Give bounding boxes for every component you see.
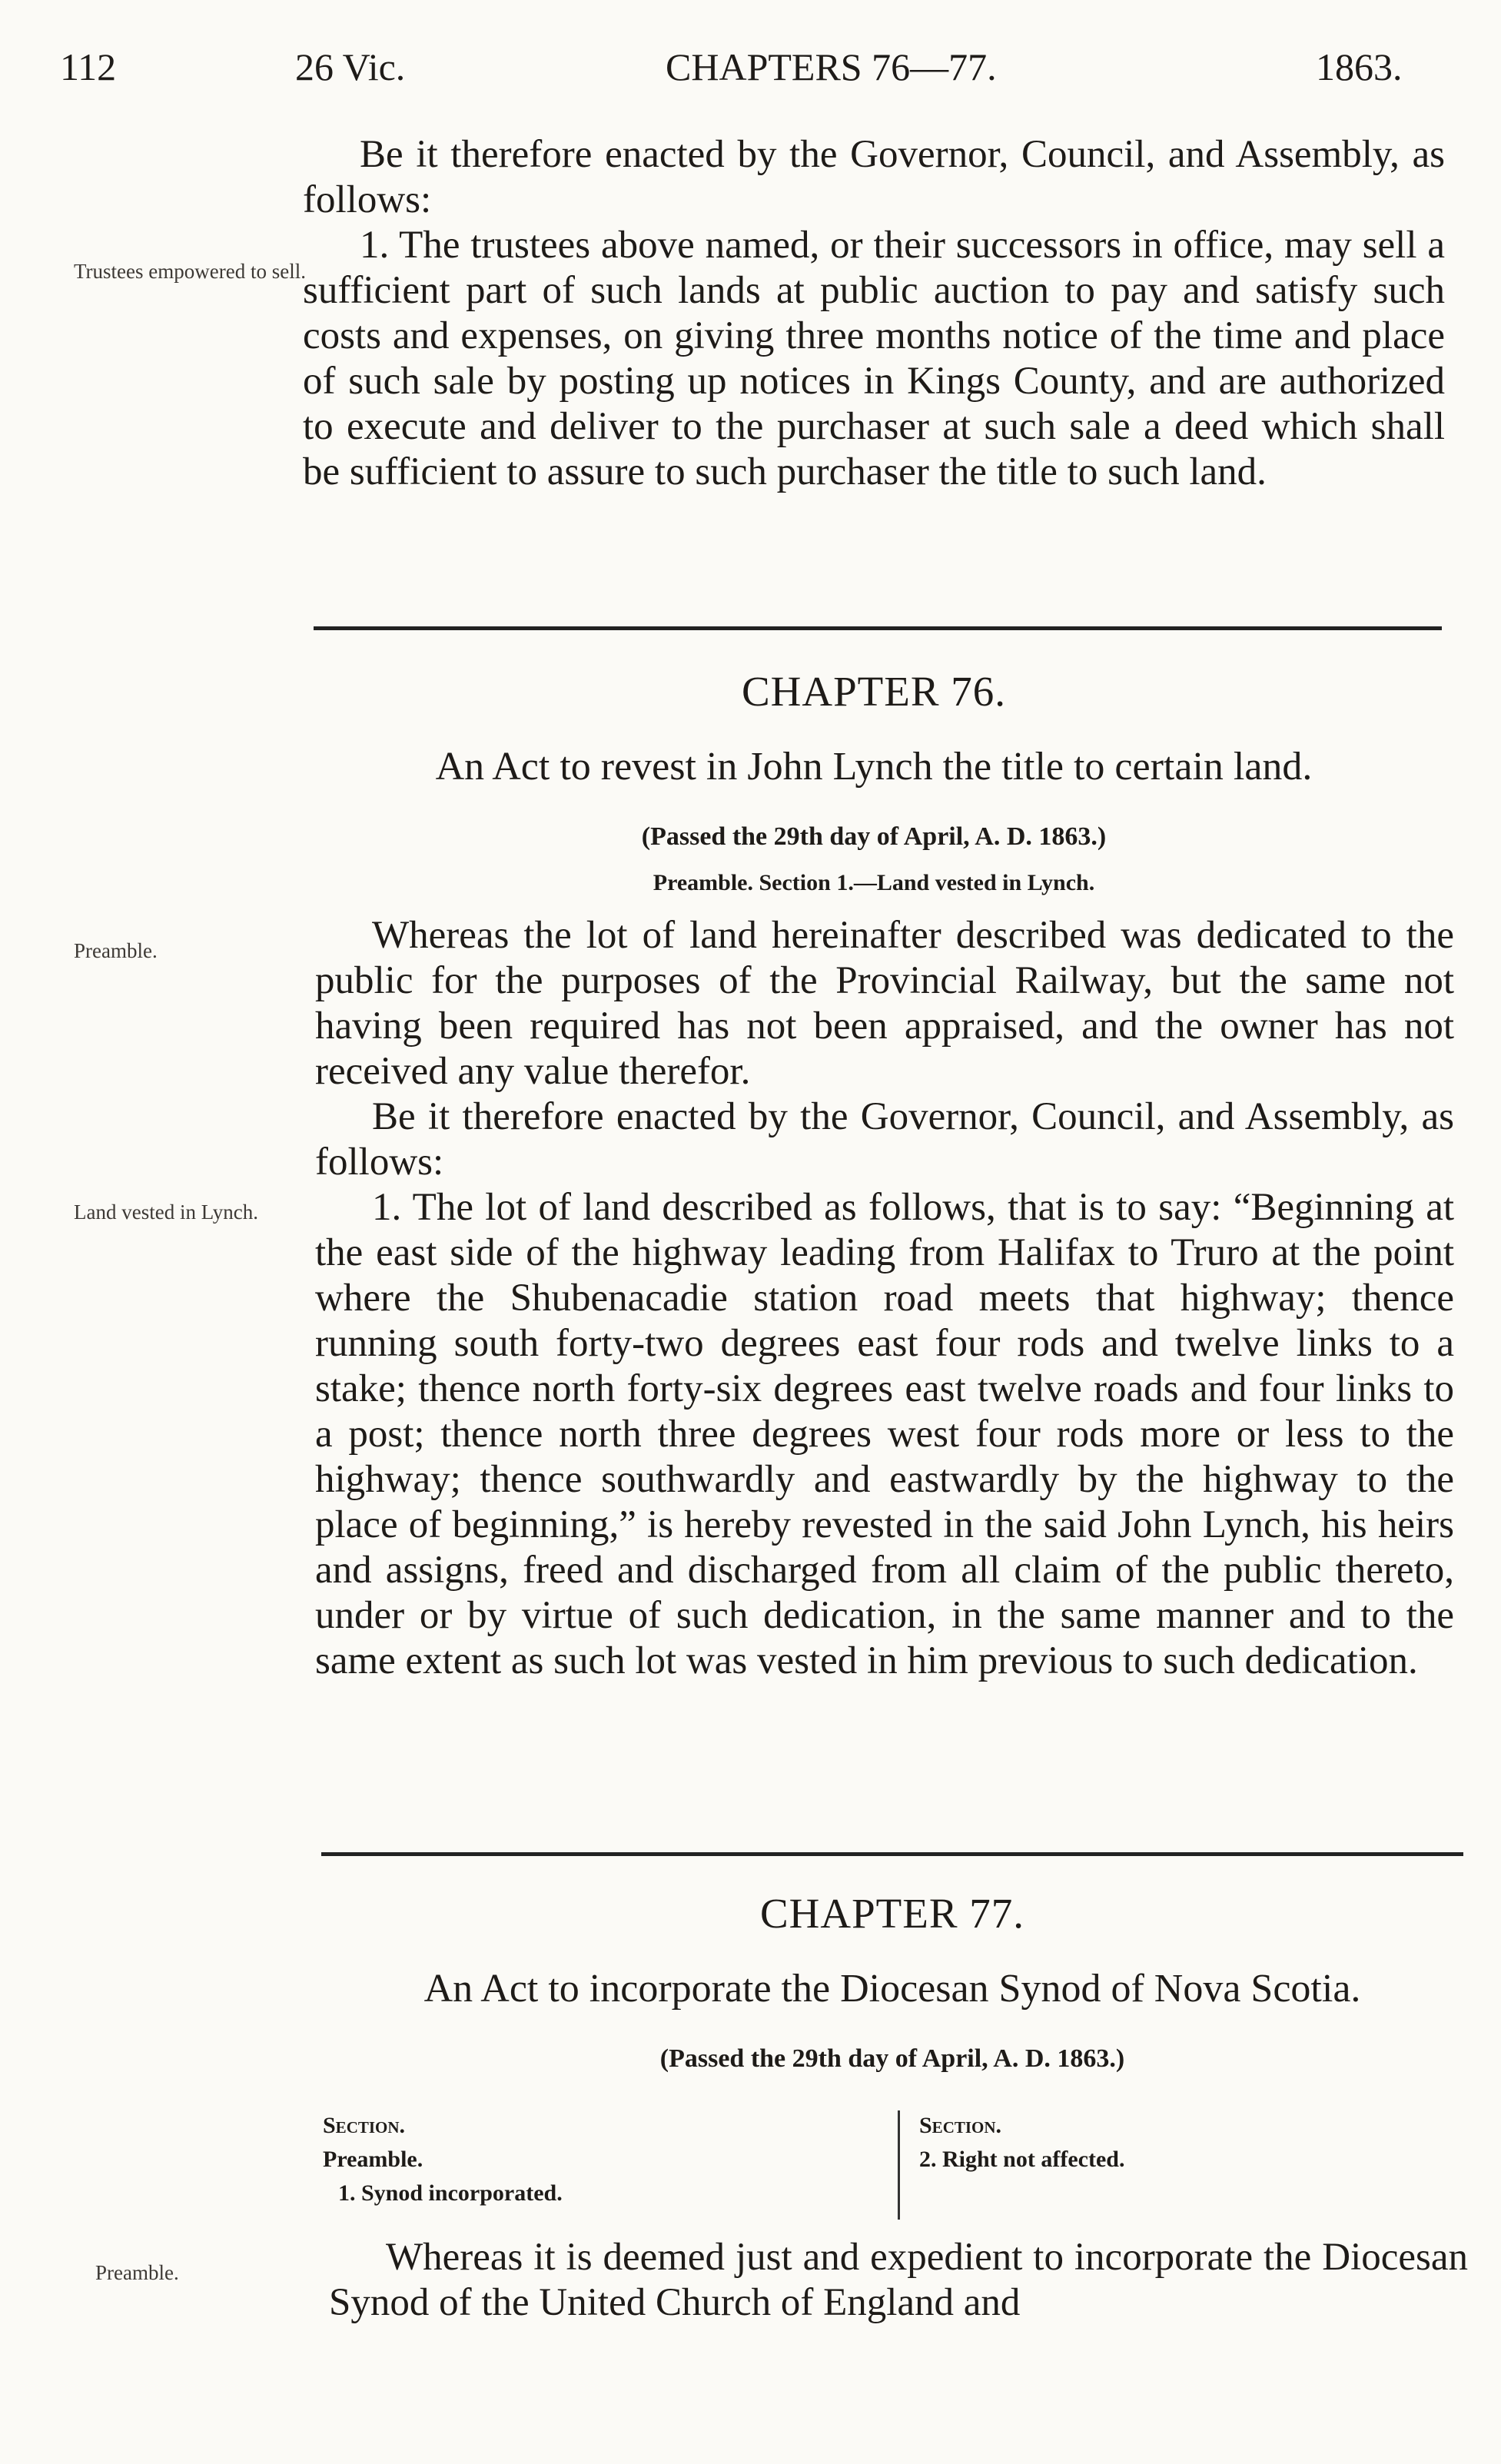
margin-note-preamble-76: Preamble.: [74, 939, 158, 962]
section-1-trustees: 1. The trustees above named, or their successors in office, may sell a sufficient part of such lands at public auction to pay and satisfy such costs and expenses, on giving three months notice of the time and place of such sale by posting up notices in Kings County, and are authorized to execute and deliver to the purchaser at such sale a deed which shall be sufficient to assure to such purchaser the title to such land.: [303, 224, 1445, 493]
chapter-76-preamble: Whereas the lot of land hereinafter described was dedicated to the public for the purposes of the Provincial Railway, but the same not having been required has not been appraised, and the owner has not received any value therefor.: [315, 914, 1454, 1093]
chapter-divider: [314, 626, 1442, 630]
chapter-76-section-1: 1. The lot of land described as follows, that is to say: “Beginning at the east side of the highway leading from Halifax to Truro at the point where the Shubenacadie station road meets that highway; thence running south forty-two degrees east four rods and twelve links to a stake; thence north forty-six degrees east twelve roads and four links to a post; thence north three degrees west four rods more or less to the highway; thence southwardly and eastwardly by the highway to the place of beginning,” is hereby revested in the said John Lynch, his heirs and assigns, freed and discharged from all claim of the public thereto, under or by virtue of such dedication, in the same manner and to the same extent as such lot was vested in him previous to such dedication.: [315, 1186, 1454, 1682]
chapter-76-title: An Act to revest in John Lynch the title to certain land.: [435, 745, 1313, 789]
margin-note-trustees: Trustees empowered to sell.: [74, 260, 306, 283]
chapter-76-enacting-clause: Be it therefore enacted by the Governor, Council, and Assembly, as follows:: [315, 1095, 1454, 1184]
chapter-76-body: [315, 913, 1454, 1684]
toc-section-label: Section.: [323, 2113, 406, 2138]
toc-item: 2. Right not affected.: [919, 2147, 1125, 2172]
margin-note-land-vested: Land vested in Lynch.: [74, 1200, 258, 1224]
chapter-77-passed-date: (Passed the 29th day of April, A. D. 1863.): [659, 2044, 1125, 2073]
chapter-76-heading: CHAPTER 76.: [741, 668, 1007, 715]
chapter-76-contents: Preamble. Section 1.—Land vested in Lynch.: [653, 870, 1095, 895]
toc-section-label: Section.: [919, 2113, 1002, 2138]
chapter-77-preamble: Whereas it is deemed just and expedient to incorporate the Diocesan Synod of the United Church of England and: [329, 2236, 1468, 2324]
prev-chapter-text: [303, 132, 1445, 495]
session-label: 26 Vic.: [295, 45, 406, 88]
chapter-77-contents-right: [919, 2109, 1380, 2177]
toc-item: Preamble.: [323, 2147, 423, 2172]
chapter-77-title: An Act to incorporate the Diocesan Synod of Nova Scotia.: [423, 1967, 1361, 2011]
chapters-label: CHAPTERS 76—77.: [666, 45, 997, 88]
chapter-divider: [321, 1852, 1463, 1856]
chapter-77-contents-left: [323, 2109, 861, 2210]
page-number: 112: [60, 45, 117, 88]
toc-divider: [898, 2110, 900, 2220]
chapter-77-heading: CHAPTER 77.: [759, 1890, 1025, 1937]
enacting-clause: Be it therefore enacted by the Governor, Council, and Assembly, as follows:: [303, 133, 1445, 221]
chapter-76-passed-date: (Passed the 29th day of April, A. D. 1863.): [641, 822, 1107, 851]
toc-item: 1. Synod incorporated.: [338, 2180, 563, 2206]
margin-note-preamble-77: Preamble.: [95, 2261, 179, 2284]
year-label: 1863.: [1316, 45, 1403, 88]
chapter-77-body: [329, 2235, 1468, 2326]
